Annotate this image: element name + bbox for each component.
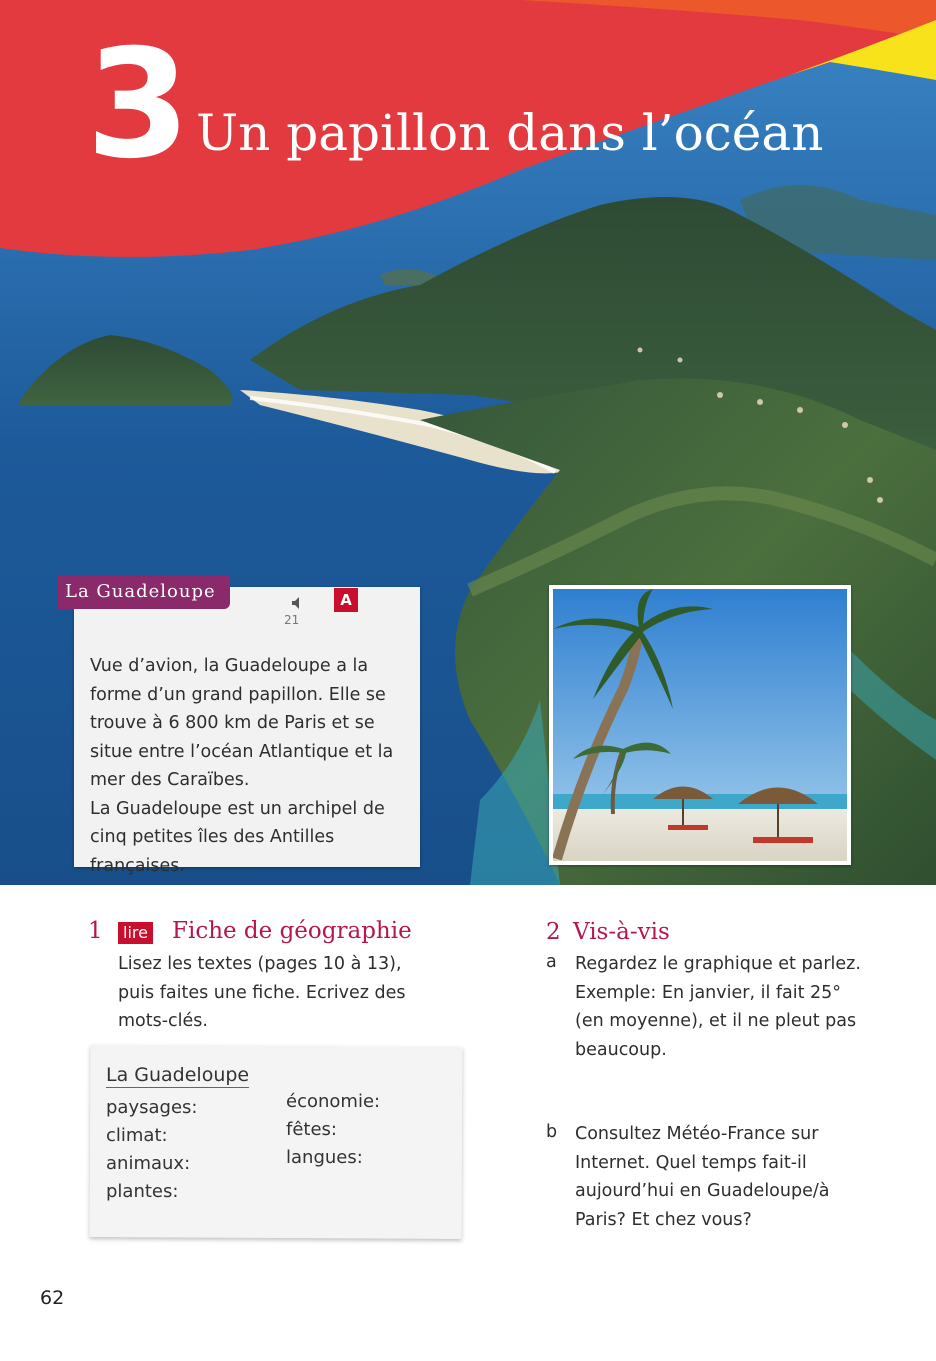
- info-paragraph-1: Vue d’avion, la Guadeloupe a la forme d’un grand papillon. Elle se trouve à 6 800 km de Paris et se situe entre l’océan Atlantique et la mer des Caraïbes.: [90, 656, 394, 790]
- chapter-number: 3: [86, 18, 187, 192]
- info-text: [90, 652, 408, 880]
- note-field-economie: économie:: [286, 1091, 381, 1112]
- item-letter-a: a: [546, 952, 557, 972]
- info-paragraph-2: La Guadeloupe est un archipel de cinq petites îles des Antilles françaises.: [90, 798, 385, 876]
- skill-tag-lire: lire: [118, 922, 153, 944]
- item-b-line-1: Consultez Météo-France sur Internet. Quel temps fait-il aujourd’hui en Guadeloupe/à Paris? Et chez vous?: [575, 1124, 830, 1230]
- speaker-icon[interactable]: [290, 596, 304, 610]
- exercise-2-title: Vis-à-vis: [573, 919, 670, 945]
- exercise-1-instruction: [118, 950, 418, 1036]
- exercise-1-instruction-text: Lisez les textes (pages 10 à 13), puis faites une fiche. Ecrivez des mots-clés.: [118, 954, 406, 1031]
- exercise-2-item-a: [575, 950, 865, 1064]
- exercise-1-number: 1: [88, 918, 103, 944]
- exercise-2-item-b: [575, 1120, 865, 1234]
- note-field-climat: climat:: [106, 1125, 168, 1146]
- note-field-plantes: plantes:: [106, 1181, 179, 1202]
- note-card-heading: La Guadeloupe: [106, 1064, 250, 1086]
- audio-track-number: 21: [284, 613, 300, 627]
- item-letter-b: b: [546, 1122, 558, 1142]
- exercise-1-title: Fiche de géographie: [172, 918, 412, 944]
- beach-palm-illustration: [553, 589, 847, 861]
- note-field-langues: langues:: [286, 1147, 363, 1168]
- beach-photo: [549, 585, 851, 865]
- note-field-animaux: animaux:: [106, 1153, 191, 1174]
- item-a-line-1: Regardez le graphique et parlez.: [575, 954, 861, 974]
- exercise-2-number: 2: [546, 919, 561, 945]
- location-tag: La Guadeloupe: [58, 575, 230, 609]
- audio-level-badge: A: [334, 588, 358, 612]
- page-number: 62: [40, 1287, 65, 1309]
- note-field-paysages: paysages:: [106, 1097, 198, 1118]
- item-a-line-2: Exemple: En janvier, il fait 25° (en moyenne), et il ne pleut pas beaucoup.: [575, 982, 857, 1060]
- note-field-fetes: fêtes:: [286, 1119, 337, 1140]
- chapter-title: Un papillon dans l’océan: [196, 104, 824, 162]
